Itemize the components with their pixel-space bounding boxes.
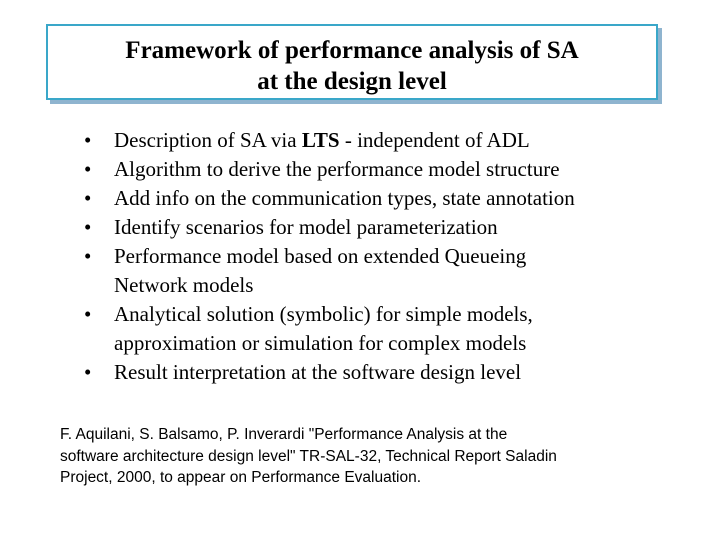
bullet-symbol: • — [84, 186, 92, 210]
bullet-text: Performance model based on extended Queueing — [114, 244, 527, 268]
bullet-text: Add info on the communication types, state annotation — [114, 186, 575, 210]
reference-line-2: software architecture design level" TR-SAL-32, Technical Report Saladin — [60, 447, 557, 465]
bullet-text-continued: Network models — [114, 273, 254, 297]
bullet-list — [84, 126, 704, 387]
title-line-1: Framework of performance analysis of SA — [125, 37, 579, 64]
bullet-text-prefix: Description of SA via — [114, 128, 302, 152]
bullet-symbol: • — [84, 157, 92, 181]
bullet-text-suffix: - independent of ADL — [339, 128, 530, 152]
bullet-symbol: • — [84, 215, 92, 239]
slide-title — [46, 24, 658, 100]
bullet-text: Result interpretation at the software design level — [114, 360, 522, 384]
bullet-text: Analytical solution (symbolic) for simple models, — [114, 302, 533, 326]
bullet-item-analytical — [84, 300, 704, 358]
bullet-item-interpretation — [84, 358, 704, 387]
reference-citation — [60, 424, 700, 489]
bullet-symbol: • — [84, 302, 92, 326]
bullet-text-continued: approximation or simulation for complex models — [114, 331, 527, 355]
bullet-symbol: • — [84, 360, 92, 384]
reference-line-3: Project, 2000, to appear on Performance Evaluation. — [60, 469, 422, 486]
title-line-2: at the design level — [257, 68, 447, 95]
bullet-text: Algorithm to derive the performance model structure — [114, 157, 560, 181]
bullet-text-bold: LTS — [301, 128, 340, 152]
bullet-text: Identify scenarios for model parameterization — [114, 215, 498, 239]
bullet-item-queueing — [84, 242, 704, 300]
bullet-symbol: • — [84, 128, 92, 152]
bullet-symbol: • — [84, 244, 92, 268]
reference-line-1: F. Aquilani, S. Balsamo, P. Inverardi "Performance Analysis at the — [60, 426, 508, 443]
bullet-item-communication — [84, 184, 704, 213]
bullet-item-algorithm — [84, 155, 704, 184]
bullet-item-scenarios — [84, 213, 704, 242]
bullet-item-lts — [84, 126, 704, 155]
